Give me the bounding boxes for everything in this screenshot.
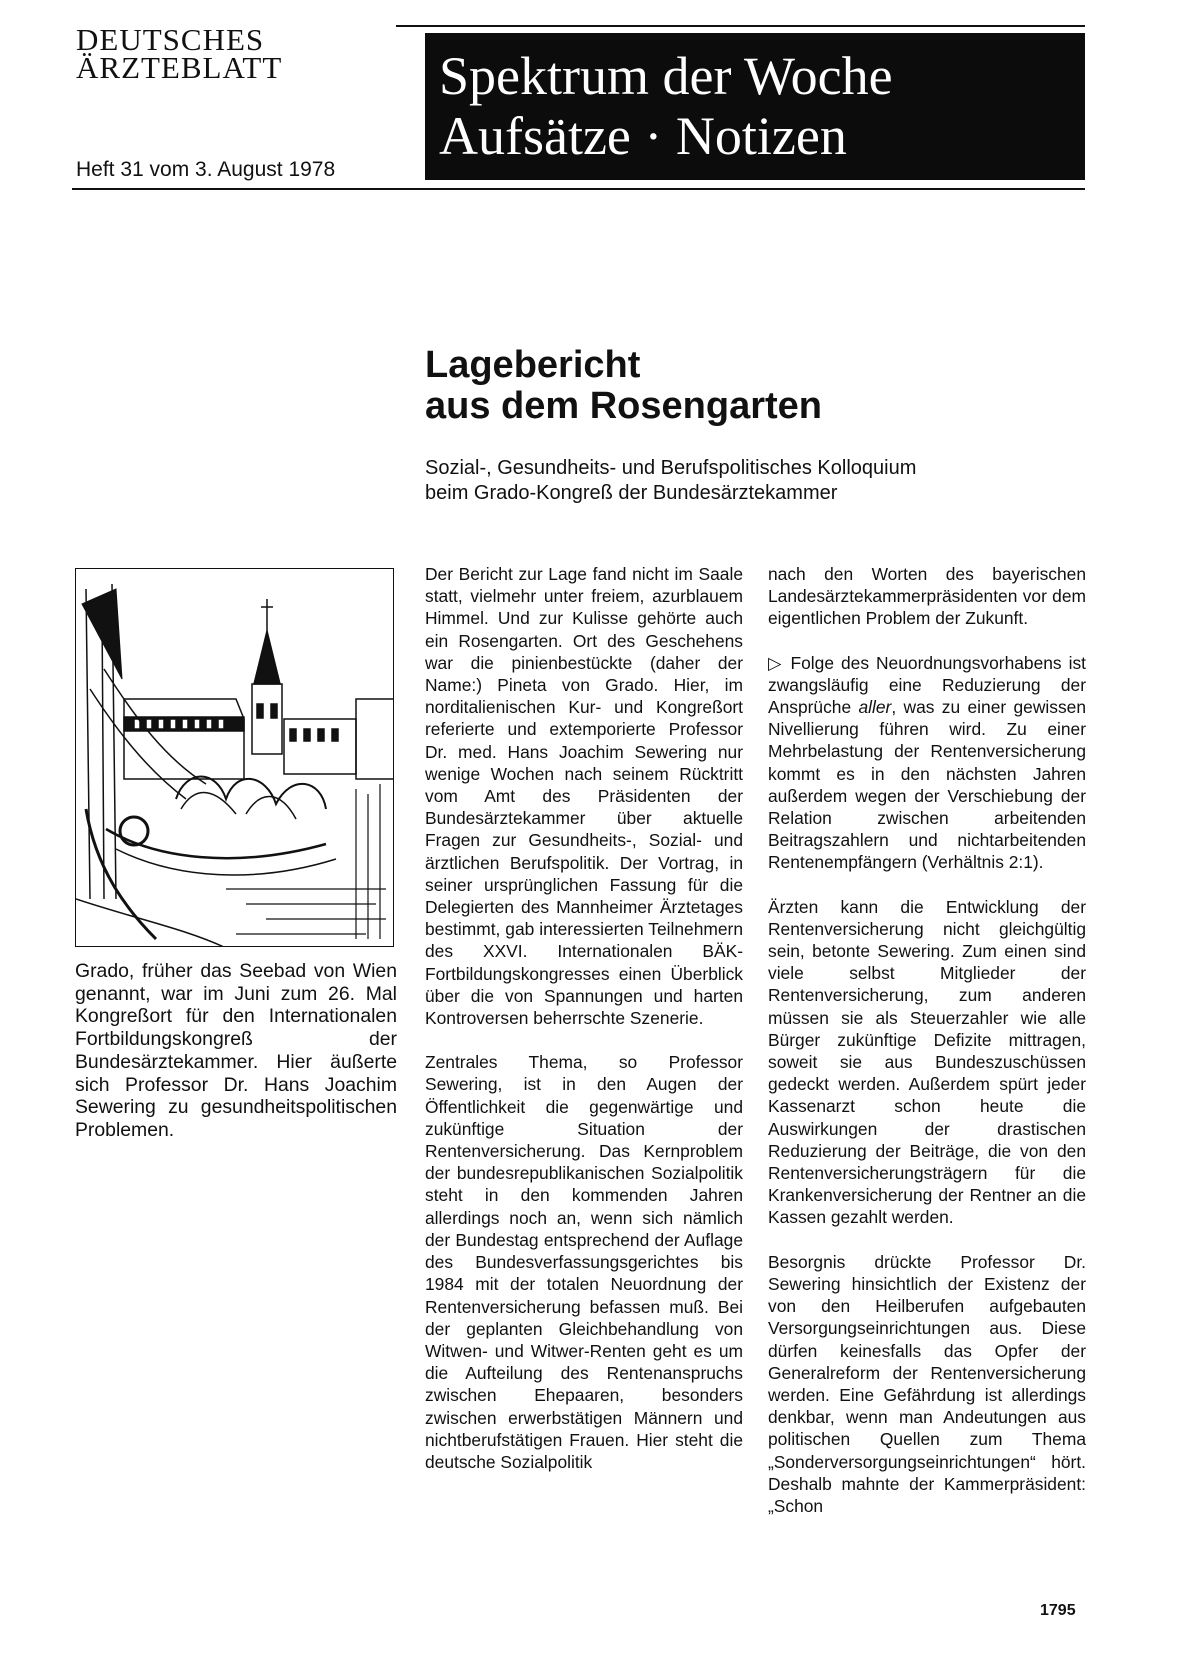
title-line2: aus dem Rosengarten — [425, 385, 822, 427]
banner-line2: Aufsätze · Notizen — [439, 106, 847, 166]
title-line1: Lagebericht — [425, 344, 641, 386]
journal-name-line1: DEUTSCHES — [76, 22, 265, 57]
masthead-rule — [396, 25, 1085, 27]
paragraph: Der Bericht zur Lage fand nicht im Saale statt, vielmehr unter freiem, azurblauem Himmel. Und zur Kulisse gehörte auch ein Rosengarten. Ort des Geschehens war die pinienbestückte (daher der Name:) Pineta von Grado. Hier, im norditalienischen Kur- und Kongreßort referierte und extemporierte Professor Dr. med. Hans Joachim Sewering nur wenige Wochen nach seinem Rücktritt vom Amt des Präsidenten der Bundesärztekammer über aktuelle Fragen zur Gesundheits-, Sozial- und ärztlichen Berufspolitik. Der Vortrag, in seiner ursprünglichen Fassung für die Delegierten des Mannheimer Ärztetages bestimmt, gab interessierten Teilnehmern des XXVI. Internationalen BÄK-Fortbildungskongresses einen Überblick über die von Spannungen und harten Kontroversen beherrschte Szenerie. — [425, 564, 743, 1029]
text-run: Folge des Neuordnungsvorhabens ist zwangsläufig eine Reduzierung der Ansprüche — [768, 652, 1086, 718]
masthead-bottom-rule — [72, 188, 1085, 190]
triangle-marker-icon: ▷ — [768, 652, 784, 673]
page-number: 1795 — [1040, 1602, 1076, 1619]
article-title — [425, 345, 822, 427]
paragraph: Besorgnis drückte Professor Dr. Sewering hinsichtlich der Existenz der von den Heilberufen aufgebauten Versorgungseinrichtungen aus. Diese dürfen keinesfalls das Opfer der Generalreform der Rentenversicherung werden. Eine Gefährdung ist allerdings denkbar, wenn man Andeutungen aus politischen Quellen zum Thema „Sonderversorgungseinrichtungen“ hört. Deshalb mahnte der Kammerpräsident: „Schon — [768, 1251, 1086, 1516]
article-column-2 — [768, 563, 1086, 1539]
paragraph-with-marker — [768, 652, 1086, 874]
issue-date: Heft 31 vom 3. August 1978 — [76, 158, 336, 181]
subtitle-line2: beim Grado-Kongreß der Bundesärztekammer — [425, 482, 838, 504]
journal-name-line2: ÄRZTEBLATT — [76, 50, 283, 85]
banner-line1: Spektrum der Woche — [439, 46, 893, 106]
section-banner — [425, 33, 1085, 180]
harbor-illustration — [75, 568, 394, 947]
text-run: , was zu einer gewissen Nivellierung führen wird. Zu einer Mehrbelastung der Rentenversicherung kommt es in den nächsten Jahren außerdem wegen der Verschiebung der Relation zwischen arbeitenden Beitragszahlern und nichtarbeitenden Rentenempfängern (Verhältnis 2:1). — [768, 697, 1086, 873]
illustration-caption: Grado, früher das Seebad von Wien genannt, war im Juni zum 26. Mal Kongreßort für den Internationalen Fortbildungskongreß der Bundesärztekammer. Hier äußerte sich Professor Dr. Hans Joachim Sewering zu gesundheitspolitischen Problemen. — [75, 960, 397, 1141]
emphasis: aller — [858, 697, 892, 718]
harbor-town-sketch — [76, 569, 394, 947]
paragraph: Ärzten kann die Entwicklung der Rentenversicherung nicht gleichgültig sein, betonte Sewering. Zum einen sind viele selbst Mitglieder der Rentenversicherung, zum anderen müssen sie als Steuerzahler wie alle Bürger zukünftige Defizite mittragen, soweit sie aus Bundeszuschüssen gedeckt werden. Außerdem spürt jeder Kassenarzt schon heute die Auswirkungen der drastischen Reduzierung der Beiträge, die von den Rentenversicherungsträgern für die Krankenversicherung der Rentner an die Kassen gezahlt werden. — [768, 896, 1086, 1228]
article-subtitle — [425, 456, 916, 506]
paragraph: Zentrales Thema, so Professor Sewering, ist in den Augen der Öffentlichkeit die gegenwärtige und zukünftige Situation der Rentenversicherung. Das Kernproblem der bundesrepublikanischen Sozialpolitik steht in den kommenden Jahren allerdings noch an, wenn sich nämlich der Bundestag entsprechend der Auflage des Bundesverfassungsgerichtes bis 1984 mit der totalen Neuordnung der Rentenversicherung befassen muß. Bei der geplanten Gleichbehandlung von Witwen- und Witwer-Renten geht es um die Aufteilung des Rentenanspruchs zwischen Ehepaaren, besonders zwischen erwerbstätigen Männern und nichtberufstätigen Frauen. Hier steht die deutsche Sozialpolitik — [425, 1052, 743, 1472]
paragraph: nach den Worten des bayerischen Landesärztekammerpräsidenten vor dem eigentlichen Problem der Zukunft. — [768, 564, 1086, 629]
article-column-1 — [425, 563, 743, 1495]
subtitle-line1: Sozial-, Gesundheits- und Berufspolitisches Kolloquium — [425, 457, 917, 479]
